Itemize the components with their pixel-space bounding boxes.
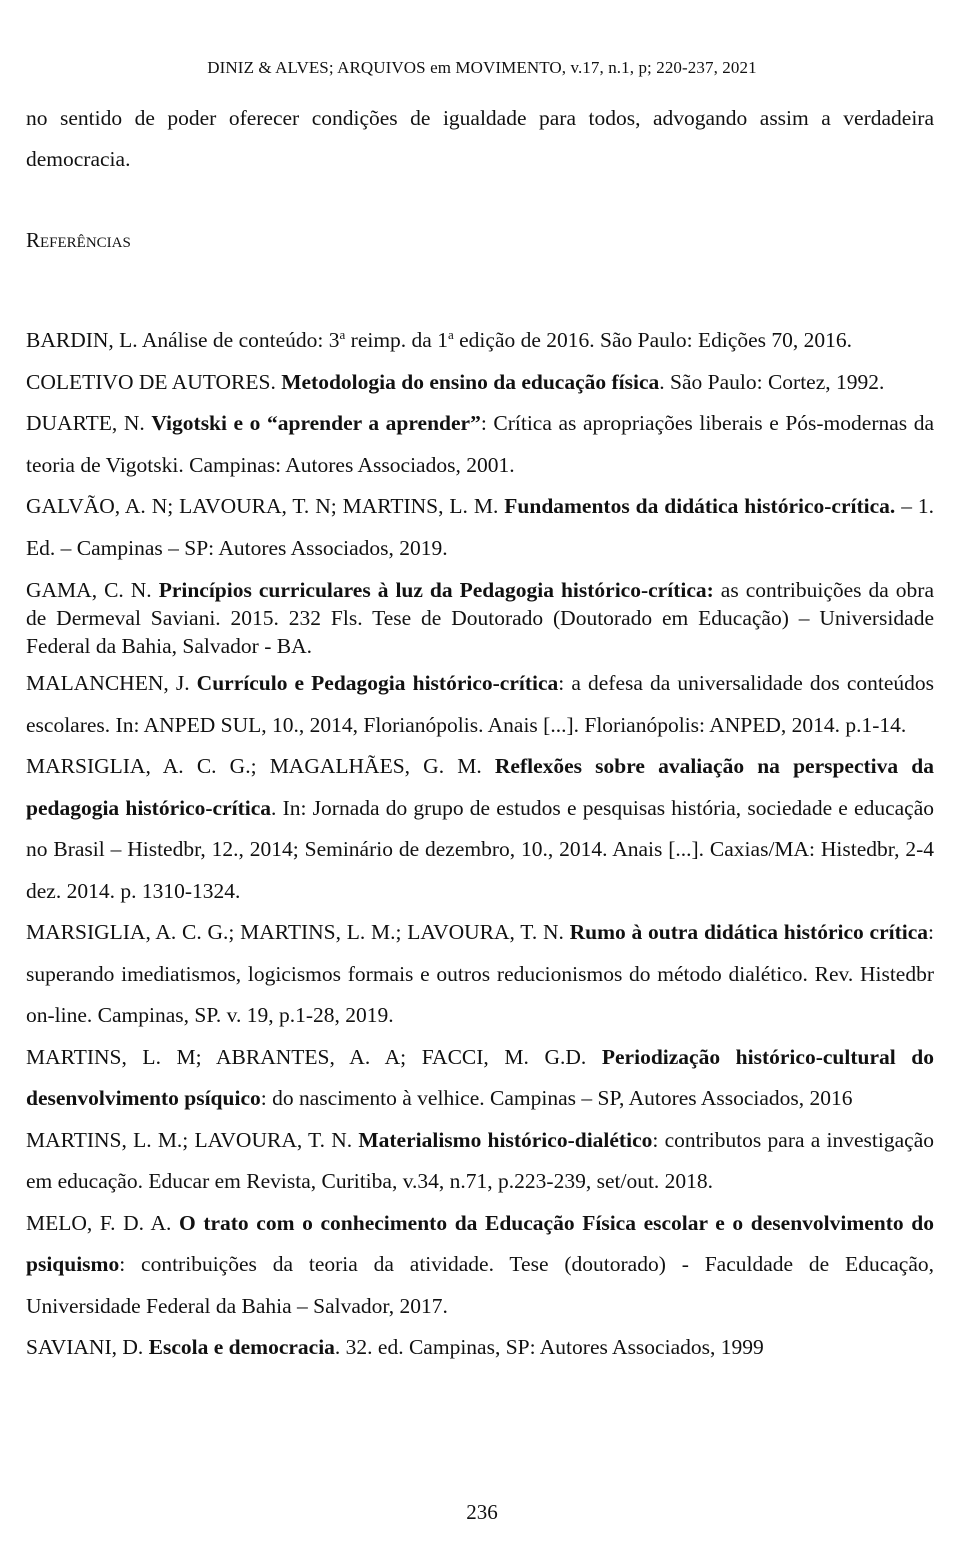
reference-title: O trato com o conhecimento da Educação Física escolar e o desenvolvimento do psiquismo [26,1210,935,1276]
reference-title: Periodização histórico-cultural do desenvolvimento psíquico [26,1044,935,1110]
reference-title: Metodologia do ensino da educação física [281,369,660,394]
reference-rest: : do nascimento à velhice. Campinas – SP, Autores Associados, 2016 [260,1086,853,1110]
reference-item [26,912,934,1037]
reference-author: GALVÃO, A. N; LAVOURA, T. N; MARTINS, L. M. [26,494,505,518]
reference-item [26,403,934,486]
reference-item [26,320,934,362]
reference-author: MARTINS, L. M; ABRANTES, A. A; FACCI, M. G.D. [26,1044,602,1069]
reference-rest: – 1. Ed. – Campinas – SP: Autores Associados, 2019. [26,494,934,560]
reference-rest: . São Paulo: Cortez, 1992. [659,369,885,394]
reference-author: MARSIGLIA, A. C. G.; MAGALHÃES, G. M. [26,754,495,778]
reference-author: GAMA, C. N. [26,578,159,602]
reference-author: MALANCHEN, J. [26,671,197,695]
reference-author: MARTINS, L. M.; LAVOURA, T. N. [26,1127,359,1152]
reference-item [26,576,934,660]
reference-text: edição de 2016. São Paulo: Edições 70, 2016. [453,328,853,352]
reference-item [26,1327,934,1369]
reference-author: MARSIGLIA, A. C. G.; MARTINS, L. M.; LAVOURA, T. N. [26,920,570,944]
reference-item [26,1120,934,1203]
reference-text: reimp. da 1 [345,328,448,352]
reference-rest: as contribuições da obra de Dermeval Saviani. 2015. 232 Fls. Tese de Doutorado (Doutorado em Educação) – Universidade Federal da Bahia, Salvador - BA. [26,578,935,658]
reference-rest: . 32. ed. Campinas, SP: Autores Associados, 1999 [334,1335,764,1359]
reference-author: SAVIANI, D. [26,1335,149,1359]
reference-list [26,320,934,1369]
reference-author: DUARTE, N. [26,411,152,435]
reference-author: COLETIVO DE AUTORES. [26,369,282,394]
reference-title: Fundamentos da didática histórico-crítica. [504,494,896,518]
intro-paragraph: no sentido de poder oferecer condições de igualdade para todos, advogando assim a verdadeira democracia. [26,106,934,171]
reference-title: Princípios curriculares à luz da Pedagogia histórico-crítica: [158,578,714,602]
reference-title: Currículo e Pedagogia histórico-crítica [196,671,559,695]
reference-item [26,663,934,746]
reference-author: MELO, F. D. A. [26,1210,179,1235]
reference-rest: . In: Jornada do grupo de estudos e pesquisas história, sociedade e educação no Brasil – Histedbr, 12., 2014; Seminário de dezembro, 10., 2014. Anais [...]. Caxias/MA: Histedbr, 2-4 dez. 2014. p. 1310-1324. [26,795,934,903]
reference-text: BARDIN, L. Análise de conteúdo: 3 [26,328,340,352]
reference-rest: : superando imediatismos, logicismos formais e outros reducionismos do método dialético. Rev. Histedbr on-line. Campinas, SP. v. 19, p.1-28, 2019. [26,920,934,1027]
reference-item [26,1203,934,1328]
page-number: 236 [466,1500,498,1524]
reference-rest: : Crítica as apropriações liberais e Pós-modernas da teoria de Vigotski. Campinas: Autores Associados, 2001. [26,411,935,477]
reference-title: Escola e democracia [148,1335,335,1359]
superscript: a [447,327,454,342]
reference-title: Materialismo histórico-dialético [358,1127,653,1152]
reference-item [26,1037,934,1120]
running-head: DINIZ & ALVES; ARQUIVOS em MOVIMENTO, v.17, n.1, p; 220-237, 2021 [207,58,757,77]
section-heading-references: Referências [26,228,131,252]
superscript: a [339,327,346,342]
reference-rest: : contributos para a investigação em educação. Educar em Revista, Curitiba, v.34, n.71, p.223-239, set/out. 2018. [26,1127,934,1193]
reference-rest: : a defesa da universalidade dos conteúdos escolares. In: ANPED SUL, 10., 2014, Florianópolis. Anais [...]. Florianópolis: ANPED, 2014. p.1-14. [26,671,935,737]
reference-item [26,746,934,912]
reference-item [26,486,934,569]
reference-title: Reflexões sobre avaliação na perspectiva da pedagogia histórico-crítica [26,754,935,820]
reference-title: Vigotski e o “aprender a aprender” [151,411,481,435]
reference-item [26,362,934,404]
reference-rest: : contribuições da teoria da atividade. Tese (doutorado) - Faculdade de Educação, Universidade Federal da Bahia – Salvador, 2017. [26,1252,934,1318]
reference-title: Rumo à outra didática histórico crítica [569,920,929,944]
